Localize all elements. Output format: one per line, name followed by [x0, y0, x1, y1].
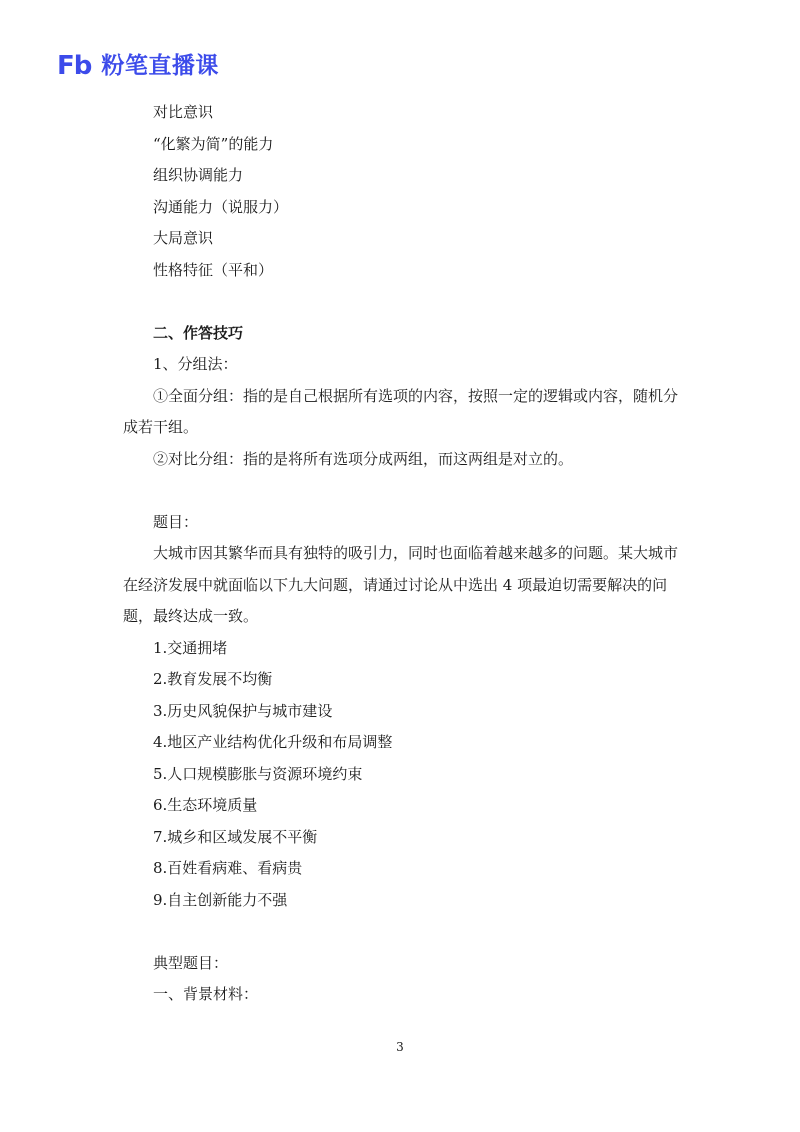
- ability-item: 性格特征（平和）: [153, 260, 274, 279]
- grouping-point-contrast: ②对比分组：指的是将所有选项分成两组，而这两组是对立的。: [153, 449, 574, 468]
- page-number: 3: [396, 1040, 404, 1054]
- ability-list: [123, 97, 678, 286]
- problem-item: 8.百姓看病难、看病贵: [153, 859, 303, 877]
- ability-item: 组织协调能力: [153, 166, 244, 184]
- problem-list: [123, 633, 678, 917]
- problem-item: 2.教育发展不均衡: [153, 670, 273, 688]
- background-material-label: 一、背景材料：: [153, 985, 259, 1003]
- method-title: 1、分组法：: [153, 355, 238, 373]
- typical-label: 典型题目：: [153, 953, 229, 972]
- ability-item: 对比意识: [153, 103, 214, 121]
- problem-item: 4.地区产业结构优化升级和布局调整: [153, 733, 393, 751]
- problem-item: 9.自主创新能力不强: [153, 890, 288, 909]
- spacer: [123, 916, 678, 948]
- ability-item: “化繁为简”的能力: [153, 134, 274, 153]
- brand-logo: [57, 53, 219, 79]
- fb-logo-icon: Fb: [57, 51, 92, 81]
- ability-item: 沟通能力（说服力）: [153, 197, 289, 216]
- problem-item: 5.人口规模膨胀与资源环境约束: [153, 764, 363, 783]
- question-text: 大城市因其繁华而具有独特的吸引力，同时也面临着越来越多的问题。某大城市在经济发展中就面临以下九大问题，请通过讨论从中选出 4 项最迫切需要解决的问题，最终达成一致。: [123, 544, 679, 625]
- spacer: [123, 475, 678, 507]
- ability-item: 大局意识: [153, 229, 214, 247]
- problem-item: 1.交通拥堵: [153, 638, 228, 657]
- document-body: [123, 97, 678, 1011]
- brand-name: 粉笔直播课: [101, 53, 219, 79]
- section-heading: 二、作答技巧: [153, 323, 244, 342]
- problem-item: 6.生态环境质量: [153, 796, 258, 814]
- problem-item: 7.城乡和区域发展不平衡: [153, 827, 318, 846]
- question-label: 题目：: [153, 512, 199, 531]
- spacer: [123, 286, 678, 318]
- problem-item: 3.历史风貌保护与城市建设: [153, 701, 333, 720]
- grouping-point-full: ①全面分组：指的是自己根据所有选项的内容，按照一定的逻辑或内容，随机分成若干组。: [123, 386, 679, 436]
